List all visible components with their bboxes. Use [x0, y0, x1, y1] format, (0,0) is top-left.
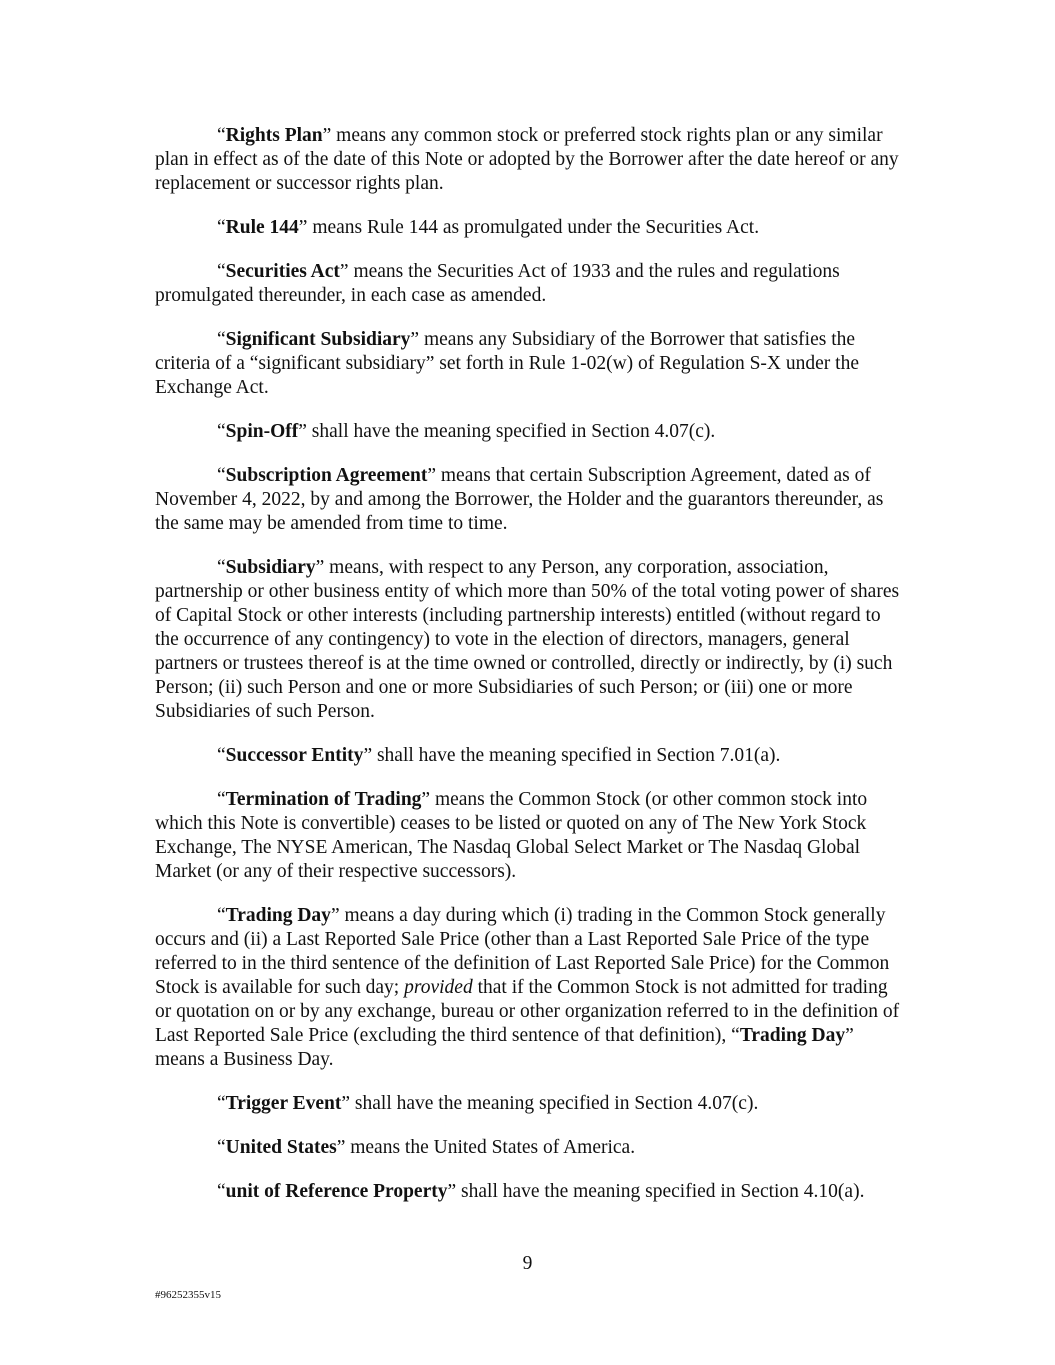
definition-text: means any Subsidiary of the Borrower that satisfies the criteria of a “significant subsidiary” set forth in Rule 1-02(w) of Regulation S-X under the Exchange Act. [155, 329, 859, 398]
defined-term: Termination of Trading [225, 789, 422, 810]
definition-text: means that certain Subscription Agreement, dated as of November 4, 2022, by and among the Borrower, the Holder and the guarantors thereunder, as the same may be amended from time to time. [155, 465, 884, 534]
definition-text: shall have the meaning specified in Section 4.10(a). [456, 1181, 865, 1202]
defined-term: Trading Day [225, 905, 331, 926]
defined-term: Trigger Event [225, 1093, 342, 1114]
definition-text: means the Securities Act of 1933 and the rules and regulations promulgated thereunder, in each case as amended. [155, 261, 840, 306]
definition-subscription-agreement: “Subscription Agreement” means that certain Subscription Agreement, dated as of November 4, 2022, by and among the Borrower, the Holder and the guarantors thereunder, as the same may be amended from time to time. [155, 465, 884, 534]
defined-term: Trading Day [739, 1025, 846, 1046]
definition-text: shall have the meaning specified in Section 7.01(a). [372, 745, 781, 766]
definition-trigger-event: “Trigger Event” shall have the meaning specified in Section 4.07(c). [217, 1093, 759, 1114]
definition-spin-off: “Spin-Off” shall have the meaning specified in Section 4.07(c). [217, 421, 716, 442]
definition-text: that if the Common Stock is not admitted for trading or quotation on or by any exchange, bureau or other organization referred to in the definition of Last Reported Sale Price (excluding the third sentence of that definition), “ [155, 977, 900, 1046]
defined-term: United States [225, 1137, 337, 1158]
definition-text: means a day during which (i) trading in the Common Stock generally occurs and (ii) a Last Reported Sale Price (other than a Last Reported Sale Price of the type referred to in the third sentence of the definition of Last Reported Sale Price) for the Common Stock is available for such day; [155, 905, 890, 998]
definition-text: means Rule 144 as promulgated under the Securities Act. [307, 217, 760, 238]
definition-securities-act: “Securities Act” means the Securities Act of 1933 and the rules and regulations promulgated thereunder, in each case as amended. [155, 261, 840, 306]
definition-significant-subsidiary: “Significant Subsidiary” means any Subsidiary of the Borrower that satisfies the criteria of a “significant subsidiary” set forth in Rule 1-02(w) of Regulation S-X under the Exchange Act. [155, 329, 859, 398]
defined-term: Securities Act [225, 261, 340, 282]
page-number: 9 [522, 1253, 533, 1274]
document-id: #96252355v15 [155, 1289, 221, 1301]
definition-text: means the Common Stock (or other common stock into which this Note is convertible) ceases to be listed or quoted on any of The New York Stock Exchange, The NYSE American, The Nasdaq Global Select Market or The Nasdaq Global Market (or any of their respective successors). [155, 789, 868, 882]
defined-term: Subsidiary [225, 557, 316, 578]
definition-text: means the United States of America. [345, 1137, 636, 1158]
definition-subsidiary: “Subsidiary” means, with respect to any Person, any corporation, association, partnership or other business entity of which more than 50% of the total voting power of shares of Capital Stock or other interests (including partnership interests) entitled (without regard to the occurrence of any contingency) to vote in the election of directors, managers, general partners or trustees thereof is at the time owned or controlled, directly or indirectly, by (i) such Person; (ii) such Person and one or more Subsidiaries of such Person; or (iii) one or more Subsidiaries of such Person. [155, 557, 900, 722]
definition-successor-entity: “Successor Entity” shall have the meaning specified in Section 7.01(a). [217, 745, 781, 766]
definition-text: shall have the meaning specified in Section 4.07(c). [306, 421, 716, 442]
definition-united-states: “United States” means the United States of America. [217, 1137, 636, 1158]
definition-text: shall have the meaning specified in Section 4.07(c). [350, 1093, 759, 1114]
definition-trading-day: “Trading Day” means a day during which (i) trading in the Common Stock generally occurs and (ii) a Last Reported Sale Price (other than a Last Reported Sale Price of the type referred to in the third sentence of the definition of Last Reported Sale Price) for the Common Stock is available for such day; provided that if the Common Stock is not admitted for trading or quotation on or by any exchange, bureau or other organization referred to in the definition of Last Reported Sale Price (excluding the third sentence of that definition), “Trading Day” means a Business Day. [155, 905, 900, 1070]
defined-term: Successor Entity [225, 745, 364, 766]
defined-term: Subscription Agreement [225, 465, 428, 486]
defined-term: Rule 144 [225, 217, 299, 238]
definitions-section [155, 124, 905, 1224]
definition-unit-of-reference-property: “unit of Reference Property” shall have the meaning specified in Section 4.10(a). [217, 1181, 865, 1202]
defined-term: Rights Plan [225, 125, 323, 146]
definition-text: ” means a Business Day. [155, 1025, 854, 1070]
defined-term: unit of Reference Property [225, 1181, 448, 1202]
definition-text: means, with respect to any Person, any corporation, association, partnership or other business entity of which more than 50% of the total voting power of shares of Capital Stock or other interests (including partnership interests) entitled (without regard to the occurrence of any contingency) to vote in the election of directors, managers, general partners or trustees thereof is at the time owned or controlled, directly or indirectly, by (i) such Person; (ii) such Person and one or more Subsidiaries of such Person; or (iii) one or more Subsidiaries of such Person. [155, 557, 900, 722]
italic-proviso: provided [404, 977, 473, 998]
defined-term: Significant Subsidiary [225, 329, 411, 350]
definition-rule-144: “Rule 144” means Rule 144 as promulgated under the Securities Act. [217, 217, 760, 238]
defined-term: Spin-Off [225, 421, 299, 442]
definition-rights-plan: “Rights Plan” means any common stock or preferred stock rights plan or any similar plan in effect as of the date of this Note or adopted by the Borrower after the date hereof or any replacement or successor rights plan. [155, 125, 899, 194]
definition-text: means any common stock or preferred stock rights plan or any similar plan in effect as of the date of this Note or adopted by the Borrower after the date hereof or any replacement or successor rights plan. [155, 125, 899, 194]
definition-termination-of-trading: “Termination of Trading” means the Common Stock (or other common stock into which this Note is convertible) ceases to be listed or quoted on any of The New York Stock Exchange, The NYSE American, The Nasdaq Global Select Market or The Nasdaq Global Market (or any of their respective successors). [155, 789, 868, 882]
